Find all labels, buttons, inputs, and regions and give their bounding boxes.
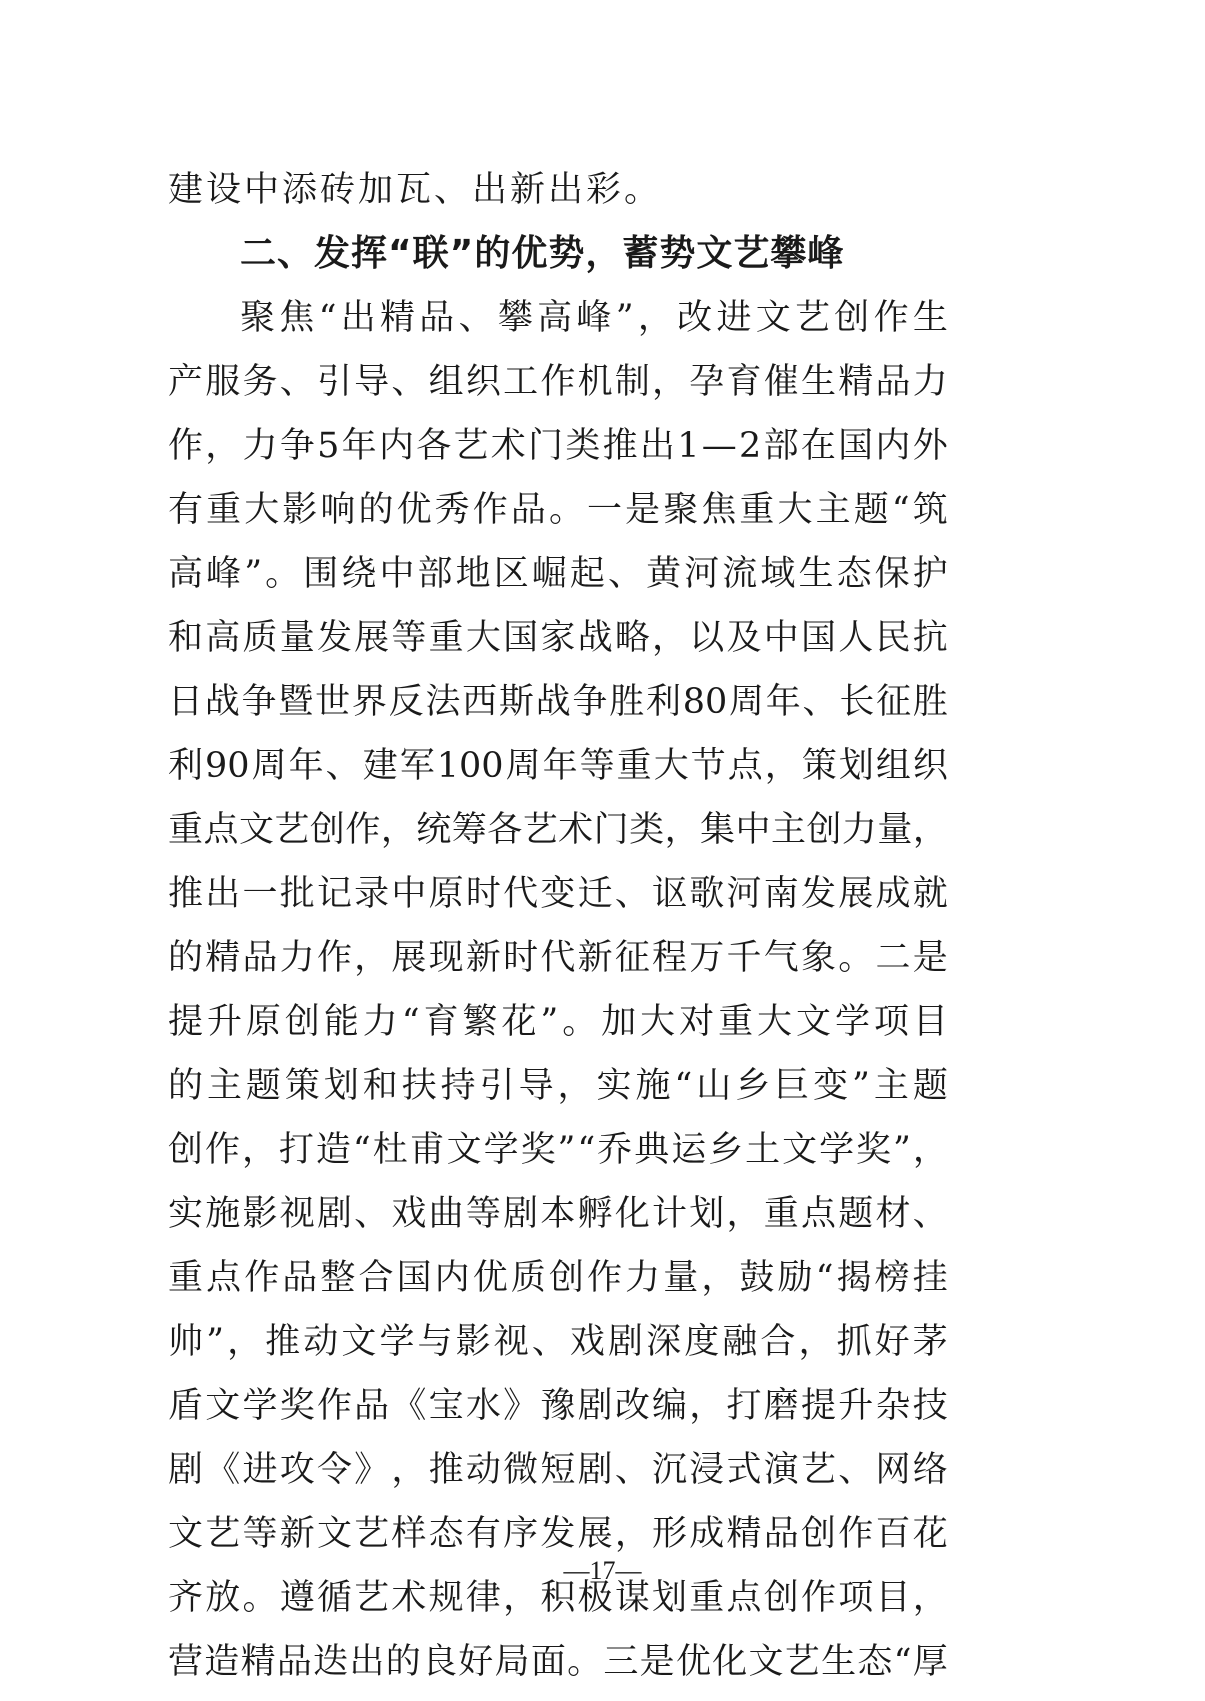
- paragraph-line: 利 90 周 年 、 建 军 100 周 年 等 重 大 节 点 ， 策 划 组 织: [168, 746, 948, 786]
- paragraph-line: 的 精 品 力 作 ， 展 现 新 时 代 新 征 程 万 千 气 象 。 二 是: [168, 938, 948, 978]
- paragraph-line: 实 施 影 视 剧 、 戏 曲 等 剧 本 孵 化 计 划 ， 重 点 题 材 、: [168, 1194, 948, 1234]
- page-number: —17—: [563, 1556, 642, 1585]
- paragraph-line: 产 服 务 、 引 导 、 组 织 工 作 机 制 ， 孕 育 催 生 精 品 力: [168, 362, 948, 402]
- paragraph-line: 创 作 ， 打 造 “ 杜 甫 文 学 奖 ” “ 乔 典 运 乡 土 文 学 奖 ” ，: [168, 1130, 948, 1170]
- paragraph-line: 高 峰 ” 。 围 绕 中 部 地 区 崛 起 、 黄 河 流 域 生 态 保 护: [168, 554, 948, 594]
- paragraph-line: 有 重 大 影 响 的 优 秀 作 品 。 一 是 聚 焦 重 大 主 题 “ 筑: [168, 490, 948, 530]
- paragraph-line: 重 点 作 品 整 合 国 内 优 质 创 作 力 量 ， 鼓 励 “ 揭 榜 挂: [168, 1258, 948, 1298]
- document-page: [168, 158, 948, 1694]
- paragraph-line: 的 主 题 策 划 和 扶 持 引 导 ， 实 施 “ 山 乡 巨 变 ” 主 题: [168, 1066, 948, 1106]
- paragraph-line: 帅 ” ， 推 动 文 学 与 影 视 、 戏 剧 深 度 融 合 ， 抓 好 茅: [168, 1322, 948, 1362]
- section-heading: 二、发挥“联”的优势，蓄势文艺攀峰: [240, 233, 845, 274]
- paragraph-line: 剧 《 进 攻 令 》 ， 推 动 微 短 剧 、 沉 浸 式 演 艺 、 网 络: [168, 1450, 948, 1490]
- paragraph-line: 文 艺 等 新 文 艺 样 态 有 序 发 展 ， 形 成 精 品 创 作 百 花: [168, 1514, 948, 1554]
- body-paragraph: [168, 286, 948, 1694]
- continuation-line: 建设中添砖加瓦、出新出彩。: [168, 170, 663, 210]
- paragraph-line: 营 造 精 品 迭 出 的 良 好 局 面 。 三 是 优 化 文 艺 生 态 “ 厚: [168, 1642, 948, 1682]
- paragraph-line: 盾 文 学 奖 作 品 《 宝 水 》 豫 剧 改 编 ， 打 磨 提 升 杂 技: [168, 1386, 948, 1426]
- paragraph-line: 聚 焦 “ 出 精 品 、 攀 高 峰 ” ， 改 进 文 艺 创 作 生: [240, 298, 948, 338]
- paragraph-line: 齐 放 。 遵 循 艺 术 规 律 ， 积 极 谋 划 重 点 创 作 项 目 ，: [168, 1578, 948, 1618]
- paragraph-line: 重 点 文 艺 创 作 ， 统 筹 各 艺 术 门 类 ， 集 中 主 创 力 量 ，: [168, 810, 948, 850]
- paragraph-line: 推 出 一 批 记 录 中 原 时 代 变 迁 、 讴 歌 河 南 发 展 成 就: [168, 874, 948, 914]
- paragraph-line: 提 升 原 创 能 力 “ 育 繁 花 ” 。 加 大 对 重 大 文 学 项 目: [168, 1002, 948, 1042]
- paragraph-line: 和 高 质 量 发 展 等 重 大 国 家 战 略 ， 以 及 中 国 人 民 抗: [168, 618, 948, 658]
- paragraph-line: 作 ， 力 争 5 年 内 各 艺 术 门 类 推 出 1 — 2 部 在 国 内 外: [168, 426, 948, 466]
- paragraph-line: 日 战 争 暨 世 界 反 法 西 斯 战 争 胜 利 80 周 年 、 长 征 胜: [168, 682, 948, 722]
